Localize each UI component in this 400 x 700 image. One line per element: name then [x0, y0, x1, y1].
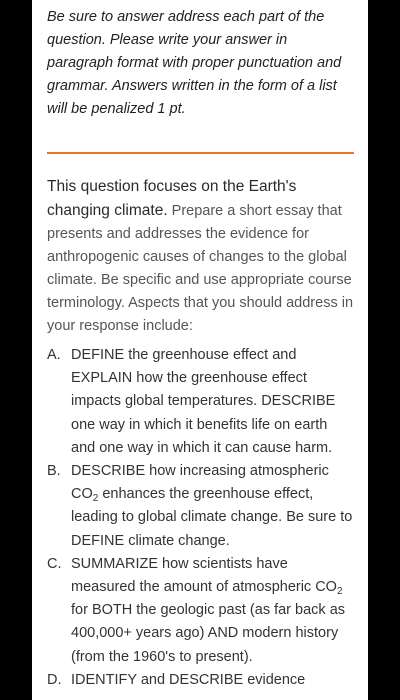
- part-text: DEFINE the greenhouse effect and EXPLAIN how the greenhouse effect impacts global temperatures. DESCRIBE one way in which it benefits life on earth and one way in which it can cause harm.: [71, 347, 336, 456]
- part-letter: A.: [47, 347, 61, 363]
- instructions-text: Be sure to answer address each part of the question. Please write your answer in paragraph format with proper punctuation and grammar. Answers written in the form of a list will be penalized 1 pt.: [47, 9, 342, 117]
- part-letter: B.: [47, 463, 61, 480]
- part-text: IDENTIFY and DESCRIBE evidence: [71, 671, 306, 688]
- part-text: SUMMARIZE how scientists have measured the amount of atmospheric CO: [71, 555, 337, 596]
- part-text: DESCRIBE how increasing atmospheric CO: [71, 463, 329, 503]
- question-parts-list: [47, 344, 354, 692]
- question-lead: This question focuses on the Earth's changing climate.: [47, 178, 297, 219]
- part-text-continued: enhances the greenhouse effect, leading to global climate change. Be sure to DEFINE climate change.: [71, 486, 353, 549]
- question-part-c: [47, 553, 354, 669]
- subscript: 2: [92, 493, 99, 505]
- subscript: 2: [336, 586, 343, 598]
- question-part-a: [47, 344, 354, 460]
- question-prompt: [47, 175, 354, 338]
- question-part-d: [47, 669, 354, 692]
- question-body: Prepare a short essay that presents and addresses the evidence for anthropogenic causes of changes to the global climate. Be specific and use appropriate course terminology. Aspects that you should address in your response include:: [47, 203, 354, 334]
- question-panel: [32, 0, 368, 700]
- section-divider: [47, 152, 354, 154]
- part-letter: D.: [47, 671, 62, 688]
- question-part-b: [47, 460, 354, 553]
- part-text-continued: for BOTH the geologic past (as far back as 400,000+ years ago) AND modern history (from the 1960's to present).: [71, 602, 346, 665]
- part-letter: C.: [47, 555, 62, 572]
